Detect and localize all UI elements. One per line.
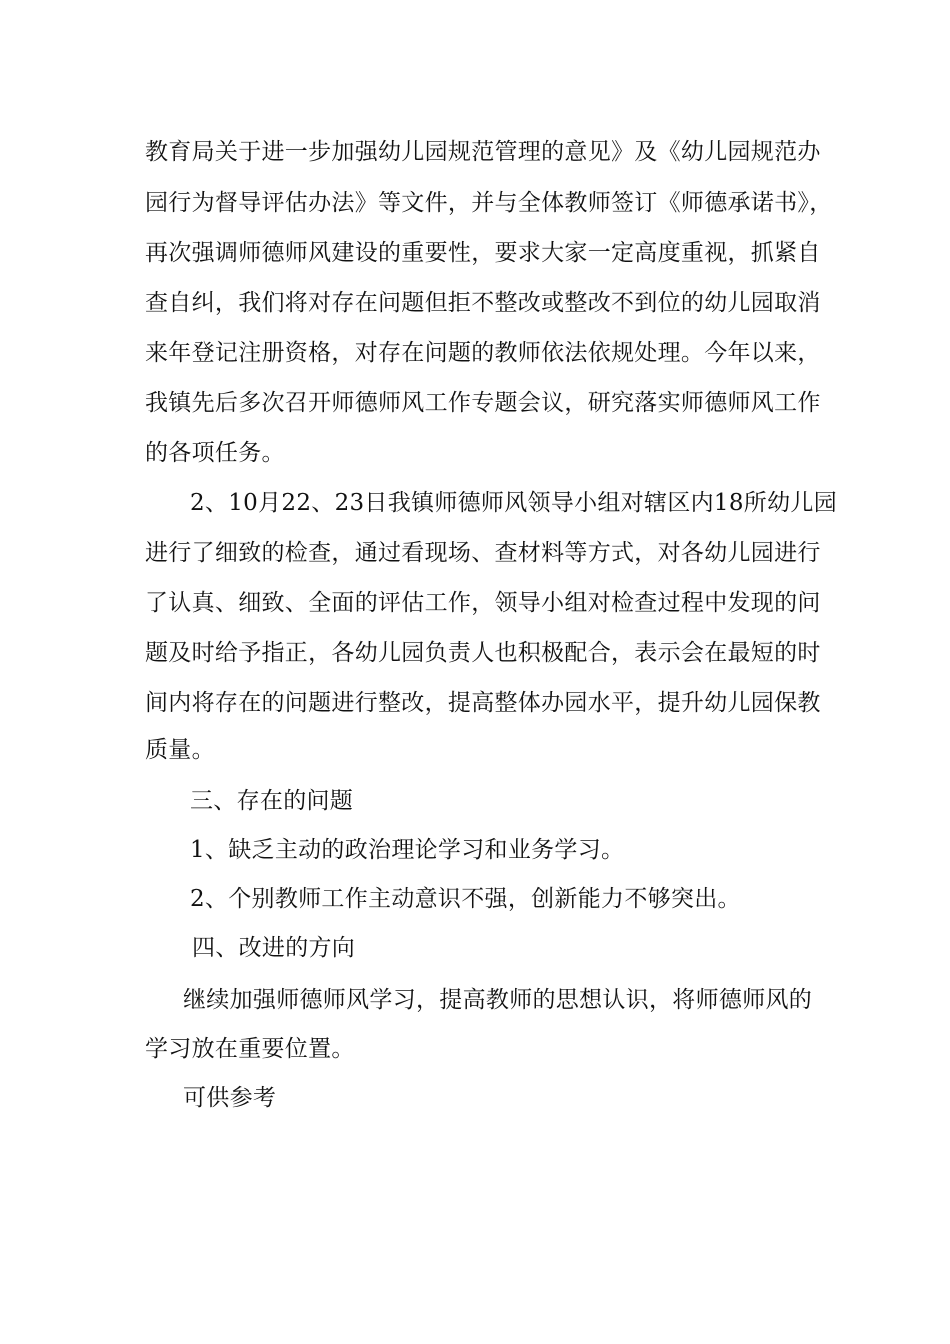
paragraph-line: 学习放在重要位置。 <box>145 1036 355 1062</box>
paragraph-line: 质量。 <box>145 737 215 763</box>
list-item: 2、个别教师工作主动意识不强，创新能力不够突出。 <box>190 886 741 912</box>
paragraph-line: 的各项任务。 <box>145 440 285 466</box>
paragraph-line: 2、10月22、23日我镇师德师风领导小组对辖区内18所幼儿园 <box>190 490 837 516</box>
paragraph-line: 教育局关于进一步加强幼儿园规范管理的意见》及《幼儿园规范办 <box>145 139 821 165</box>
paragraph-line: 进行了细致的检查，通过看现场、查材料等方式，对各幼儿园进行 <box>145 540 821 566</box>
section-heading: 四、改进的方向 <box>192 935 356 961</box>
paragraph-line: 来年登记注册资格，对存在问题的教师依法依规处理。今年以来， <box>145 340 821 366</box>
paragraph-line: 再次强调师德师风建设的重要性，要求大家一定高度重视，抓紧自 <box>145 240 821 266</box>
paragraph-line: 查自纠，我们将对存在问题但拒不整改或整改不到位的幼儿园取消 <box>145 290 821 316</box>
closing-note: 可供参考 <box>183 1085 277 1111</box>
paragraph-line: 间内将存在的问题进行整改，提高整体办园水平，提升幼儿园保教 <box>145 690 821 716</box>
paragraph-line: 了认真、细致、全面的评估工作，领导小组对检查过程中发现的问 <box>145 590 821 616</box>
paragraph-line: 题及时给予指正，各幼儿园负责人也积极配合，表示会在最短的时 <box>145 640 821 666</box>
paragraph-line: 园行为督导评估办法》等文件，并与全体教师签订《师德承诺书》， <box>145 190 833 216</box>
paragraph-line: 我镇先后多次召开师德师风工作专题会议，研究落实师德师风工作 <box>145 390 821 416</box>
section-heading: 三、存在的问题 <box>190 788 354 814</box>
list-item: 1、缺乏主动的政治理论学习和业务学习。 <box>190 837 625 863</box>
paragraph-line: 继续加强师德师风学习，提高教师的思想认识，将师德师风的 <box>183 987 813 1013</box>
